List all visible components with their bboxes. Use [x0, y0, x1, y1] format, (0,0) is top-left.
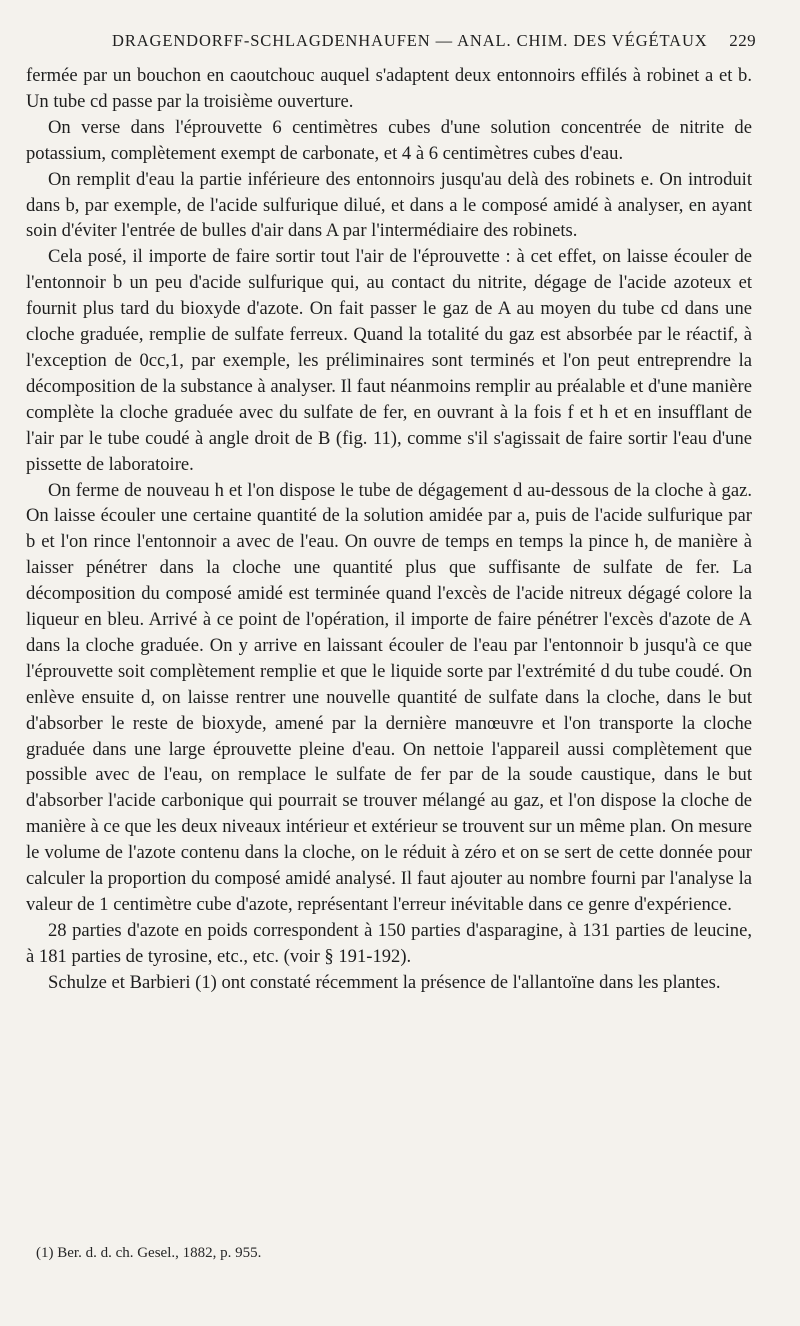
- body-text: [26, 63, 752, 996]
- paragraph-1: fermée par un bouchon en caoutchouc auquel s'adaptent deux entonnoirs effilés à robinet a et b. Un tube cd passe par la troisième ouverture.: [26, 65, 752, 112]
- paragraph-6: 28 parties d'azote en poids correspondent à 150 parties d'asparagine, à 131 parties de leucine, à 181 parties de tyrosine, etc., etc. (voir § 191-192).: [26, 919, 752, 967]
- running-title: DRAGENDORFF-SCHLAGDENHAUFEN — ANAL. CHIM. DES VÉGÉTAUX: [112, 31, 708, 50]
- footnote-1: (1) Ber. d. d. ch. Gesel., 1882, p. 955.: [36, 1245, 262, 1261]
- paragraph-4: Cela posé, il importe de faire sortir tout l'air de l'éprouvette : à cet effet, on laisse écouler de l'entonnoir b un peu d'acide sulfurique qui, au contact du nitrite, dégage de l'acide azoteux et fournit plus tard du bioxyde d'azote. On fait passer le gaz de A au moyen du tube cd dans une cloche graduée, remplie de sulfate ferreux. Quand la totalité du gaz est absorbée par le réactif, à l'exception de 0cc,1, par exemple, les préliminaires sont terminés et l'on peut entreprendre la décomposition de la substance à analyser. Il faut néanmoins remplir au préalable et d'une manière complète la cloche graduée avec du sulfate de fer, en ouvrant à la fois f et h et en insufflant de l'air par le tube coudé à angle droit de B (fig. 11), comme s'il s'agissait de faire sortir l'eau d'une pissette de laboratoire.: [26, 246, 752, 475]
- paragraph-3: On remplit d'eau la partie inférieure des entonnoirs jusqu'au delà des robinets e. On introduit dans b, par exemple, de l'acide sulfurique dilué, et dans a le composé amidé à analyser, en ayant soin d'éviter l'entrée de bulles d'air dans A par l'intermédiaire des robinets.: [26, 168, 752, 242]
- paragraph-5: On ferme de nouveau h et l'on dispose le tube de dégagement d au-dessous de la cloche à gaz. On laisse écouler une certaine quantité de la solution amidée par a, puis de l'acide sulfurique par b et l'on rince l'entonnoir a avec de l'eau. On ouvre de temps en temps la pince h, de manière à laisser pénétrer dans la cloche une quantité plus que suffisante de sulfate de fer. La décomposition du composé amidé est terminée quand l'excès de l'acide nitreux dégagé colore la liqueur en bleu. Arrivé à ce point de l'opération, il importe de faire pénétrer l'excès d'azote de A dans la cloche graduée. On y arrive en laissant écouler de l'eau par l'entonnoir b jusqu'à ce que l'éprouvette soit complètement remplie et que le liquide sorte par l'extrémité d du tube coudé. On enlève ensuite d, on laisse rentrer une nouvelle quantité de sulfate dans la cloche, dans le but d'absorber le reste de bioxyde, amené par la dernière manœuvre et l'on transporte la cloche graduée dans une large éprouvette pleine d'eau. On nettoie l'appareil aussi complètement que possible avec de l'eau, on remplace le sulfate de fer par de la soude caustique, dans le but d'absorber l'acide carbonique qui pourrait se trouver mélangé au gaz, et l'on dispose la cloche de manière à ce que les deux niveaux intérieur et extérieur se trouvent sur un même plan. On mesure le volume de l'azote contenu dans la cloche, on le réduit à zéro et on se sert de cette donnée pour calculer la proportion du composé amidé analysé. Il faut ajouter au nombre fourni par l'analyse la valeur de 1 centimètre cube d'azote, représentant l'erreur inévitable dans ce genre d'expérience.: [26, 479, 752, 915]
- footnotes: [36, 1243, 736, 1263]
- page-number: 229: [729, 31, 756, 50]
- running-header: [112, 31, 756, 55]
- paragraph-2: On verse dans l'éprouvette 6 centimètres cubes d'une solution concentrée de nitrite de potassium, complètement exempt de carbonate, et 4 à 6 centimètres cubes d'eau.: [26, 116, 752, 164]
- paragraph-7: Schulze et Barbieri (1) ont constaté récemment la présence de l'allantoïne dans les plantes.: [48, 971, 721, 993]
